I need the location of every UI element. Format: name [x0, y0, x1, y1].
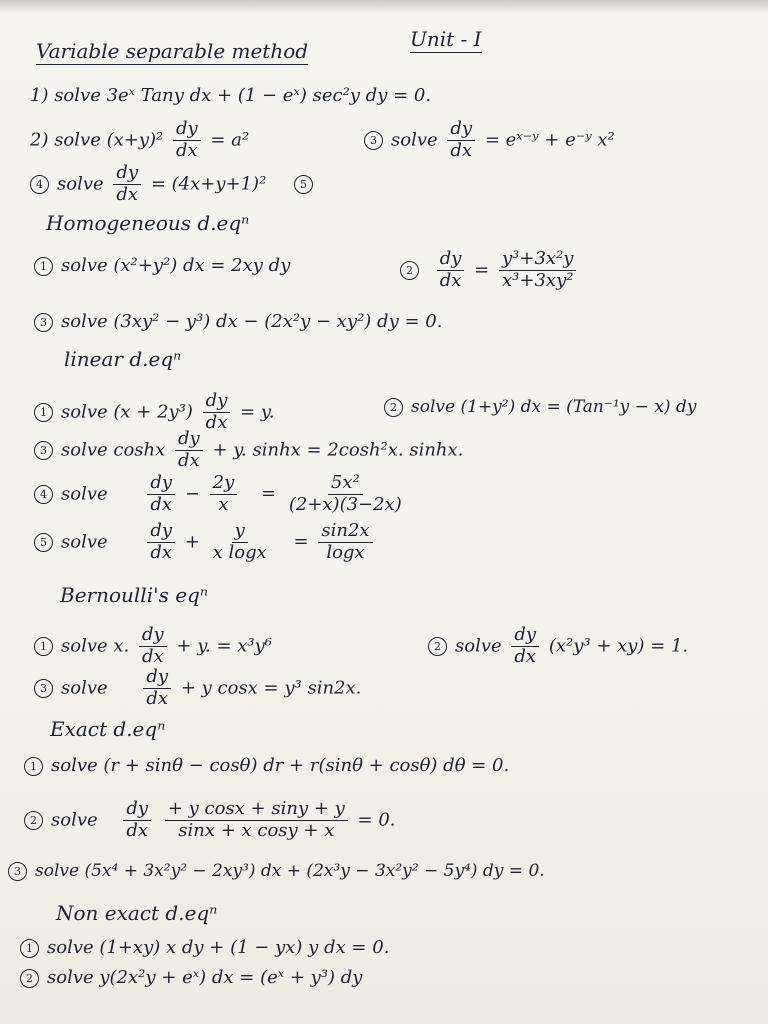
exact-question-1: 1 solve (r + sinθ − cosθ) dr + r(sinθ + cosθ) dθ = 0. — [24, 756, 509, 776]
unit-title: Unit - I — [410, 27, 482, 51]
vs-question-3: 3 solve $\frac{dy}{dx}$ = eˣ⁻ʸ + e⁻ʸ x² — [364, 120, 615, 161]
lin-question-5: 5 solve $\frac{dy}{dx}$ + $\frac{y}{\text{x logx}}$ = $\frac{\sin 2x}{\log x}$ — [34, 522, 377, 563]
nonexact-question-2: 2 solve y(2x²y + eˣ) dx = (eˣ + y³) dy — [20, 968, 362, 988]
section-heading-non-exact: Non exact d.eqⁿ — [56, 901, 218, 925]
hom-question-1: 1 solve (x²+y²) dx = 2xy dy — [34, 256, 290, 276]
ber-question-2: 2 solve $\frac{dy}{dx}$ (x²y³ + xy) = 1. — [428, 626, 688, 667]
page-top-shadow — [0, 0, 768, 14]
lin-question-3: 3 solve coshx $\frac{dy}{dx}$ + y. sinhx = 2cosh²x. sinhx. — [34, 430, 463, 471]
section-heading-exact: Exact d.eqⁿ — [50, 717, 166, 741]
exact-question-2: 2 solve $\frac{dy}{dx}$ $\frac{\text{+ y cosx + siny + y}}{\text{sinx + x cosy + x}}$ = 0. — [24, 800, 396, 841]
section-heading-linear: linear d.eqⁿ — [64, 347, 182, 371]
exact-question-3: 3 solve (5x⁴ + 3x²y² − 2xy³) dx + (2x³y − 3x²y² − 5y⁴) dy = 0. — [8, 862, 545, 881]
hom-question-3: 3 solve (3xy² − y³) dx − (2x²y − xy²) dy = 0. — [34, 312, 442, 332]
section-heading-bernoulli: Bernoulli's eqⁿ — [60, 583, 208, 607]
lin-question-2: 2 solve (1+y²) dx = (Tan⁻¹y − x) dy — [384, 398, 696, 417]
ber-question-1: 1 solve x. $\frac{dy}{dx}$ + y. = x³y⁶ — [34, 626, 272, 667]
vs-question-2: 2) solve (x+y)² $\frac{dy}{dx}$ = a² — [30, 118, 250, 161]
section-heading-variable-separable: Variable separable method — [36, 39, 309, 63]
hom-question-2: 2 $\frac{dy}{dx}$ = $\frac{\text{y³+3x²y}}{\text{x³+3xy²}}$ — [400, 250, 580, 291]
lin-question-1: 1 solve (x + 2y³) $\frac{dy}{dx}$ = y. — [34, 392, 274, 433]
nonexact-question-1: 1 solve (1+xy) x dy + (1 − yx) y dx = 0. — [20, 938, 389, 958]
vs-question-1: 1) solve 3eˣ Tany dx + (1 − eˣ) sec²y dy = 0. — [30, 85, 432, 106]
section-heading-homogeneous: Homogeneous d.eqⁿ — [46, 211, 250, 235]
lin-question-4: 4 solve $\frac{dy}{dx}$ − $\frac{2y}{x}$ = $\frac{\text{5x²}}{(2+x)(3-2x)}$ — [34, 474, 409, 515]
ber-question-3: 3 solve $\frac{dy}{dx}$ + y cosx = y³ sin2x. — [34, 668, 361, 709]
vs-question-4: 4 solve $\frac{dy}{dx}$ = (4x+y+1)² 5 — [30, 164, 321, 205]
